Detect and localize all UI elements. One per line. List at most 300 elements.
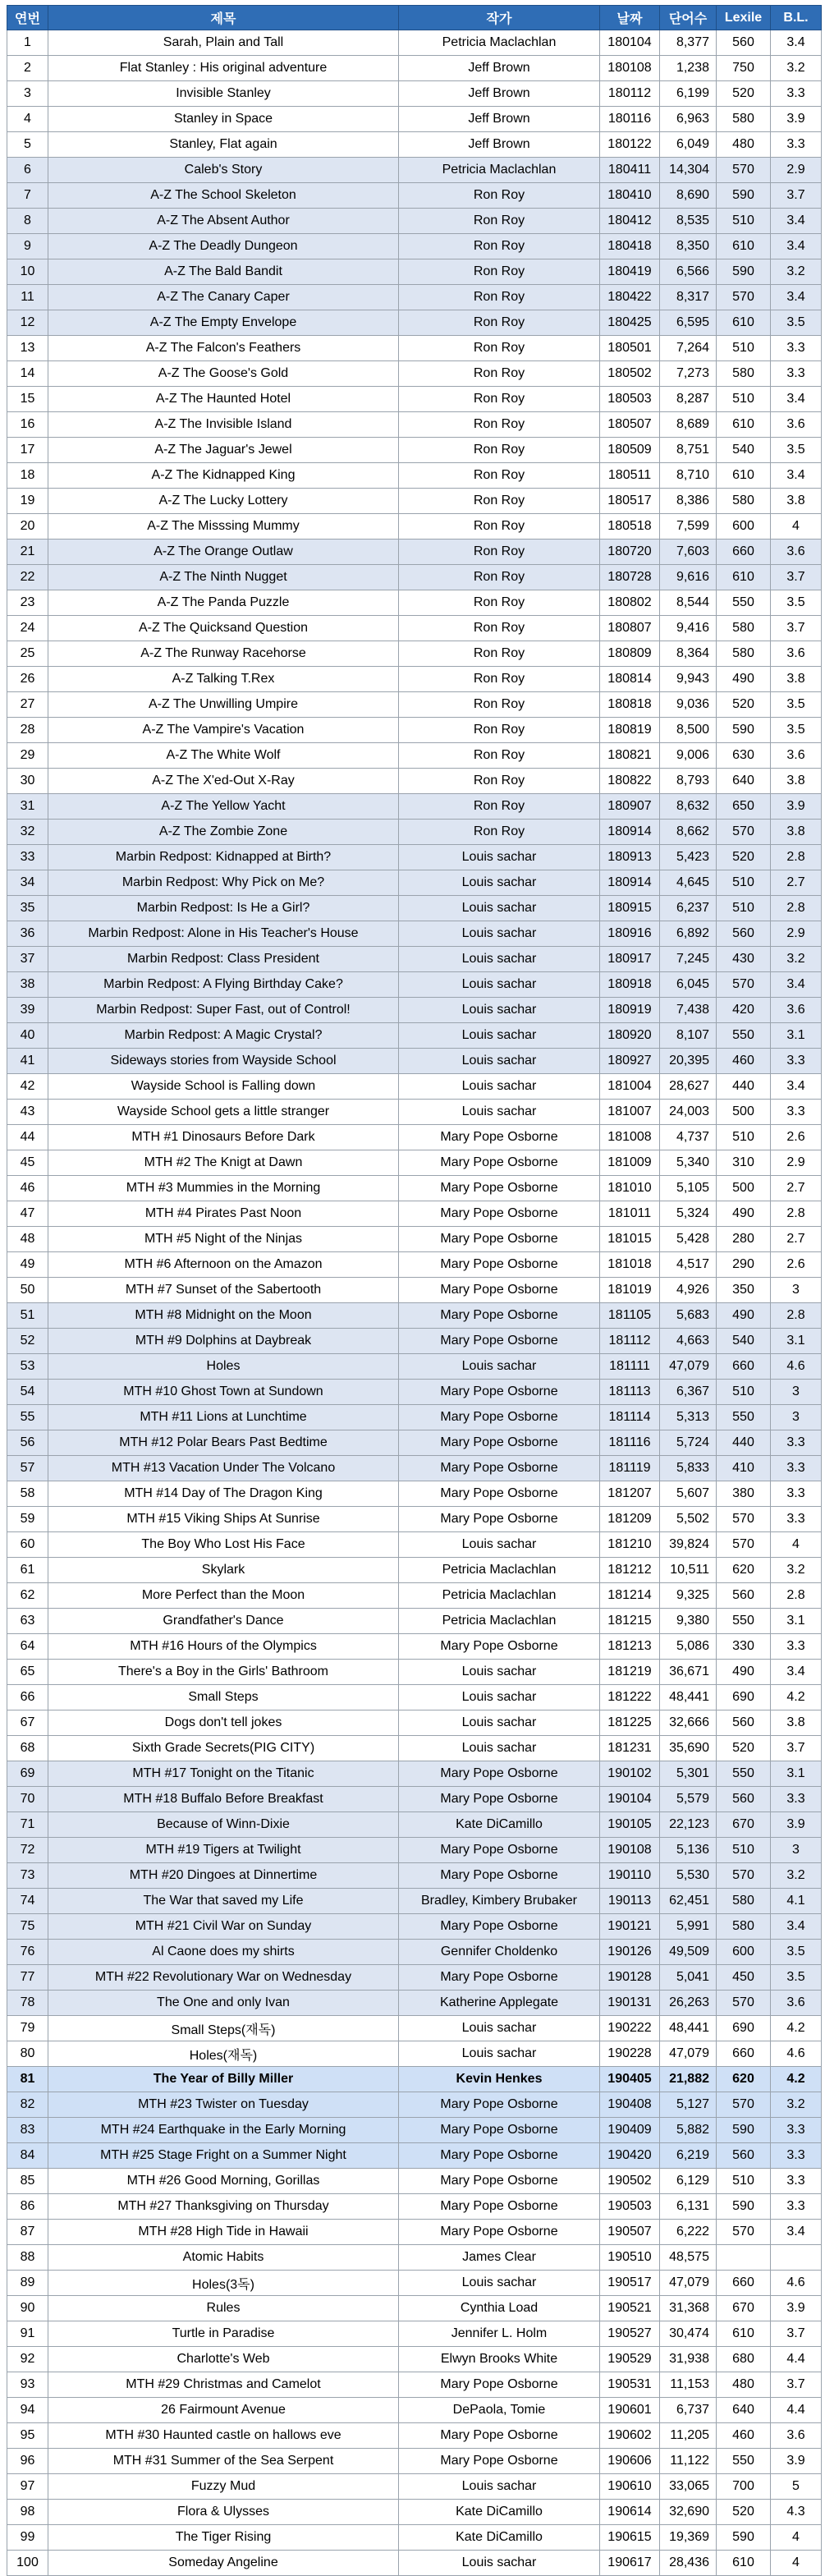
cell-title[interactable]: The One and only Ivan [48, 1991, 399, 2016]
cell-date[interactable]: 180518 [600, 514, 660, 540]
cell-index[interactable]: 33 [7, 845, 48, 870]
cell-index[interactable]: 42 [7, 1074, 48, 1100]
cell-book-level[interactable]: 3.9 [771, 794, 822, 820]
cell-date[interactable]: 190222 [600, 2016, 660, 2041]
table-row[interactable] [7, 2169, 822, 2194]
cell-date[interactable]: 190615 [600, 2525, 660, 2551]
cell-date[interactable]: 180919 [600, 998, 660, 1023]
cell-word-count[interactable]: 48,575 [660, 2245, 717, 2271]
cell-author[interactable]: Ron Roy [399, 438, 600, 463]
table-row[interactable] [7, 1761, 822, 1787]
cell-date[interactable]: 180821 [600, 743, 660, 769]
cell-lexile[interactable]: 580 [717, 1889, 771, 1914]
cell-word-count[interactable]: 11,205 [660, 2423, 717, 2449]
cell-date[interactable]: 181111 [600, 1354, 660, 1380]
cell-title[interactable]: Wayside School is Falling down [48, 1074, 399, 1100]
cell-lexile[interactable]: 490 [717, 1303, 771, 1329]
cell-book-level[interactable]: 3.3 [771, 2118, 822, 2143]
header-word-count[interactable]: 단어수 [660, 6, 717, 30]
cell-date[interactable]: 180502 [600, 361, 660, 387]
cell-index[interactable]: 67 [7, 1710, 48, 1736]
cell-title[interactable]: Flora & Ulysses [48, 2500, 399, 2525]
cell-index[interactable]: 32 [7, 820, 48, 845]
cell-index[interactable]: 4 [7, 107, 48, 132]
cell-index[interactable]: 20 [7, 514, 48, 540]
cell-title[interactable]: MTH #5 Night of the Ninjas [48, 1227, 399, 1252]
cell-word-count[interactable]: 28,436 [660, 2551, 717, 2576]
cell-date[interactable]: 181011 [600, 1201, 660, 1227]
cell-author[interactable]: Petricia Maclachlan [399, 1558, 600, 1583]
cell-date[interactable]: 180818 [600, 692, 660, 718]
table-row[interactable] [7, 1380, 822, 1405]
cell-title[interactable]: A-Z The Deadly Dungeon [48, 234, 399, 259]
cell-date[interactable]: 180720 [600, 540, 660, 565]
cell-book-level[interactable]: 2.9 [771, 158, 822, 183]
cell-index[interactable]: 84 [7, 2143, 48, 2169]
cell-author[interactable]: Ron Roy [399, 565, 600, 590]
cell-book-level[interactable]: 4 [771, 2525, 822, 2551]
cell-title[interactable]: Holes [48, 1354, 399, 1380]
cell-index[interactable]: 71 [7, 1812, 48, 1838]
cell-date[interactable]: 181114 [600, 1405, 660, 1430]
cell-word-count[interactable]: 5,041 [660, 1965, 717, 1991]
table-row[interactable] [7, 30, 822, 56]
cell-index[interactable]: 100 [7, 2551, 48, 2576]
cell-title[interactable]: Marbin Redpost: Kidnapped at Birth? [48, 845, 399, 870]
cell-lexile[interactable]: 510 [717, 1380, 771, 1405]
cell-lexile[interactable]: 310 [717, 1150, 771, 1176]
cell-book-level[interactable]: 3.4 [771, 209, 822, 234]
table-row[interactable] [7, 209, 822, 234]
cell-book-level[interactable]: 3.5 [771, 718, 822, 743]
cell-author[interactable]: Mary Pope Osborne [399, 1252, 600, 1278]
cell-title[interactable]: MTH #31 Summer of the Sea Serpent [48, 2449, 399, 2474]
cell-title[interactable]: The Year of Billy Miller [48, 2067, 399, 2092]
cell-title[interactable]: MTH #17 Tonight on the Titanic [48, 1761, 399, 1787]
cell-title[interactable]: MTH #23 Twister on Tuesday [48, 2092, 399, 2118]
cell-author[interactable]: Petricia Maclachlan [399, 158, 600, 183]
cell-title[interactable]: Wayside School gets a little stranger [48, 1100, 399, 1125]
cell-book-level[interactable]: 3.4 [771, 463, 822, 489]
cell-author[interactable]: Kate DiCamillo [399, 2500, 600, 2525]
table-row[interactable] [7, 590, 822, 616]
cell-word-count[interactable]: 4,517 [660, 1252, 717, 1278]
cell-date[interactable]: 190102 [600, 1761, 660, 1787]
cell-lexile[interactable]: 610 [717, 412, 771, 438]
cell-index[interactable]: 23 [7, 590, 48, 616]
cell-lexile[interactable]: 510 [717, 336, 771, 361]
cell-word-count[interactable]: 8,662 [660, 820, 717, 845]
cell-lexile[interactable]: 610 [717, 463, 771, 489]
cell-lexile[interactable]: 490 [717, 1201, 771, 1227]
cell-book-level[interactable]: 3.1 [771, 1329, 822, 1354]
cell-title[interactable]: MTH #15 Viking Ships At Sunrise [48, 1507, 399, 1532]
cell-book-level[interactable]: 2.8 [771, 896, 822, 921]
cell-title[interactable]: MTH #22 Revolutionary War on Wednesday [48, 1965, 399, 1991]
cell-book-level[interactable]: 2.8 [771, 1303, 822, 1329]
cell-word-count[interactable]: 5,127 [660, 2092, 717, 2118]
cell-index[interactable]: 78 [7, 1991, 48, 2016]
cell-word-count[interactable]: 1,238 [660, 56, 717, 81]
table-row[interactable] [7, 2220, 822, 2245]
cell-lexile[interactable]: 610 [717, 2551, 771, 2576]
table-row[interactable] [7, 794, 822, 820]
cell-title[interactable]: MTH #3 Mummies in the Morning [48, 1176, 399, 1201]
cell-author[interactable]: Mary Pope Osborne [399, 2372, 600, 2398]
table-row[interactable] [7, 1660, 822, 1685]
cell-date[interactable]: 180916 [600, 921, 660, 947]
cell-word-count[interactable]: 5,105 [660, 1176, 717, 1201]
cell-word-count[interactable]: 7,264 [660, 336, 717, 361]
cell-author[interactable]: Louis sachar [399, 1660, 600, 1685]
cell-word-count[interactable]: 7,599 [660, 514, 717, 540]
cell-date[interactable]: 180122 [600, 132, 660, 158]
cell-lexile[interactable]: 510 [717, 870, 771, 896]
cell-title[interactable]: A-Z Talking T.Rex [48, 667, 399, 692]
cell-author[interactable]: Kate DiCamillo [399, 1812, 600, 1838]
cell-book-level[interactable]: 4.4 [771, 2347, 822, 2372]
cell-lexile[interactable]: 550 [717, 2449, 771, 2474]
cell-lexile[interactable]: 670 [717, 2296, 771, 2321]
cell-index[interactable]: 85 [7, 2169, 48, 2194]
cell-index[interactable]: 66 [7, 1685, 48, 1710]
cell-book-level[interactable]: 3.7 [771, 2372, 822, 2398]
cell-author[interactable]: Bradley, Kimbery Brubaker [399, 1889, 600, 1914]
cell-date[interactable]: 181212 [600, 1558, 660, 1583]
cell-title[interactable]: A-Z The Jaguar's Jewel [48, 438, 399, 463]
table-row[interactable] [7, 1965, 822, 1991]
cell-book-level[interactable]: 2.9 [771, 1150, 822, 1176]
cell-lexile[interactable]: 560 [717, 1787, 771, 1812]
cell-lexile[interactable]: 540 [717, 1329, 771, 1354]
cell-index[interactable]: 36 [7, 921, 48, 947]
cell-author[interactable]: Jeff Brown [399, 56, 600, 81]
cell-lexile[interactable]: 510 [717, 1125, 771, 1150]
cell-book-level[interactable]: 3.5 [771, 692, 822, 718]
cell-author[interactable]: Louis sachar [399, 845, 600, 870]
header-index[interactable]: 연번 [7, 6, 48, 30]
table-row[interactable] [7, 438, 822, 463]
cell-author[interactable]: Louis sachar [399, 1685, 600, 1710]
cell-index[interactable]: 14 [7, 361, 48, 387]
table-row[interactable] [7, 1049, 822, 1074]
cell-word-count[interactable]: 48,441 [660, 1685, 717, 1710]
cell-author[interactable]: Ron Roy [399, 540, 600, 565]
cell-lexile[interactable]: 640 [717, 2398, 771, 2423]
cell-book-level[interactable]: 3.3 [771, 1100, 822, 1125]
cell-book-level[interactable]: 3 [771, 1278, 822, 1303]
cell-lexile[interactable]: 570 [717, 820, 771, 845]
cell-word-count[interactable]: 31,938 [660, 2347, 717, 2372]
table-row[interactable] [7, 387, 822, 412]
table-row[interactable] [7, 2449, 822, 2474]
cell-date[interactable]: 180411 [600, 158, 660, 183]
table-row[interactable] [7, 1303, 822, 1329]
cell-index[interactable]: 72 [7, 1838, 48, 1863]
cell-lexile[interactable]: 640 [717, 769, 771, 794]
cell-book-level[interactable]: 3.6 [771, 2423, 822, 2449]
cell-book-level[interactable]: 4 [771, 514, 822, 540]
cell-index[interactable]: 64 [7, 1634, 48, 1660]
cell-word-count[interactable]: 6,595 [660, 310, 717, 336]
cell-title[interactable]: Stanley, Flat again [48, 132, 399, 158]
cell-date[interactable]: 190121 [600, 1914, 660, 1940]
cell-word-count[interactable]: 9,325 [660, 1583, 717, 1609]
cell-book-level[interactable]: 2.7 [771, 870, 822, 896]
cell-book-level[interactable]: 4.3 [771, 2500, 822, 2525]
cell-lexile[interactable]: 510 [717, 1838, 771, 1863]
cell-author[interactable]: DePaola, Tomie [399, 2398, 600, 2423]
cell-index[interactable]: 57 [7, 1456, 48, 1481]
cell-lexile[interactable]: 680 [717, 2347, 771, 2372]
cell-author[interactable]: Louis sachar [399, 2016, 600, 2041]
cell-title[interactable]: A-Z The Quicksand Question [48, 616, 399, 641]
cell-author[interactable]: Ron Roy [399, 718, 600, 743]
cell-index[interactable]: 83 [7, 2118, 48, 2143]
cell-lexile[interactable]: 460 [717, 2423, 771, 2449]
cell-date[interactable]: 181018 [600, 1252, 660, 1278]
cell-index[interactable]: 97 [7, 2474, 48, 2500]
cell-author[interactable]: Mary Pope Osborne [399, 1176, 600, 1201]
table-row[interactable] [7, 1278, 822, 1303]
cell-title[interactable]: Rules [48, 2296, 399, 2321]
cell-date[interactable]: 180814 [600, 667, 660, 692]
cell-author[interactable]: Ron Roy [399, 489, 600, 514]
cell-author[interactable]: Mary Pope Osborne [399, 2449, 600, 2474]
cell-index[interactable]: 93 [7, 2372, 48, 2398]
cell-book-level[interactable]: 3.9 [771, 107, 822, 132]
cell-index[interactable]: 69 [7, 1761, 48, 1787]
cell-author[interactable]: Louis sachar [399, 921, 600, 947]
cell-title[interactable]: MTH #4 Pirates Past Noon [48, 1201, 399, 1227]
table-row[interactable] [7, 1914, 822, 1940]
cell-book-level[interactable]: 3.6 [771, 1991, 822, 2016]
cell-author[interactable]: Louis sachar [399, 947, 600, 972]
cell-title[interactable]: Marbin Redpost: Alone in His Teacher's House [48, 921, 399, 947]
cell-book-level[interactable]: 3.5 [771, 1940, 822, 1965]
table-row[interactable] [7, 183, 822, 209]
cell-author[interactable]: Elwyn Brooks White [399, 2347, 600, 2372]
cell-book-level[interactable]: 3.3 [771, 1634, 822, 1660]
header-date[interactable]: 날짜 [600, 6, 660, 30]
table-row[interactable] [7, 259, 822, 285]
cell-book-level[interactable]: 3.6 [771, 412, 822, 438]
cell-index[interactable]: 17 [7, 438, 48, 463]
cell-index[interactable]: 61 [7, 1558, 48, 1583]
cell-book-level[interactable]: 3.7 [771, 2321, 822, 2347]
cell-title[interactable]: Marbin Redpost: Is He a Girl? [48, 896, 399, 921]
cell-word-count[interactable]: 31,368 [660, 2296, 717, 2321]
cell-author[interactable]: Ron Roy [399, 361, 600, 387]
cell-word-count[interactable]: 6,963 [660, 107, 717, 132]
cell-index[interactable]: 11 [7, 285, 48, 310]
table-row[interactable] [7, 1991, 822, 2016]
table-row[interactable] [7, 1787, 822, 1812]
cell-lexile[interactable]: 590 [717, 2525, 771, 2551]
cell-date[interactable]: 190510 [600, 2245, 660, 2271]
cell-word-count[interactable]: 5,991 [660, 1914, 717, 1940]
cell-word-count[interactable]: 4,663 [660, 1329, 717, 1354]
cell-lexile[interactable]: 570 [717, 1991, 771, 2016]
cell-title[interactable]: Sarah, Plain and Tall [48, 30, 399, 56]
cell-author[interactable]: Mary Pope Osborne [399, 1787, 600, 1812]
cell-author[interactable]: Mary Pope Osborne [399, 1201, 600, 1227]
cell-word-count[interactable]: 47,079 [660, 1354, 717, 1380]
cell-word-count[interactable]: 7,245 [660, 947, 717, 972]
table-row[interactable] [7, 1634, 822, 1660]
table-row[interactable] [7, 616, 822, 641]
cell-book-level[interactable]: 3.3 [771, 81, 822, 107]
table-row[interactable] [7, 1405, 822, 1430]
cell-lexile[interactable]: 610 [717, 234, 771, 259]
cell-title[interactable]: 26 Fairmount Avenue [48, 2398, 399, 2423]
cell-lexile[interactable]: 380 [717, 1481, 771, 1507]
cell-date[interactable]: 181015 [600, 1227, 660, 1252]
cell-index[interactable]: 99 [7, 2525, 48, 2551]
cell-lexile[interactable]: 550 [717, 590, 771, 616]
cell-lexile[interactable]: 560 [717, 1710, 771, 1736]
cell-word-count[interactable]: 7,273 [660, 361, 717, 387]
cell-title[interactable]: Atomic Habits [48, 2245, 399, 2271]
cell-book-level[interactable]: 3.8 [771, 820, 822, 845]
cell-lexile[interactable]: 610 [717, 310, 771, 336]
cell-author[interactable]: Ron Roy [399, 514, 600, 540]
cell-word-count[interactable]: 6,199 [660, 81, 717, 107]
cell-title[interactable]: Grandfather's Dance [48, 1609, 399, 1634]
cell-index[interactable]: 70 [7, 1787, 48, 1812]
table-row[interactable] [7, 1430, 822, 1456]
cell-author[interactable]: Mary Pope Osborne [399, 1634, 600, 1660]
cell-lexile[interactable]: 350 [717, 1278, 771, 1303]
cell-word-count[interactable]: 6,129 [660, 2169, 717, 2194]
table-row[interactable] [7, 972, 822, 998]
cell-book-level[interactable]: 3 [771, 1380, 822, 1405]
table-row[interactable] [7, 107, 822, 132]
cell-title[interactable]: Stanley in Space [48, 107, 399, 132]
cell-word-count[interactable]: 11,153 [660, 2372, 717, 2398]
cell-lexile[interactable]: 450 [717, 1965, 771, 1991]
cell-index[interactable]: 92 [7, 2347, 48, 2372]
cell-word-count[interactable]: 6,045 [660, 972, 717, 998]
cell-date[interactable]: 180914 [600, 820, 660, 845]
cell-index[interactable]: 89 [7, 2271, 48, 2296]
cell-date[interactable]: 181112 [600, 1329, 660, 1354]
cell-author[interactable]: Mary Pope Osborne [399, 2169, 600, 2194]
cell-date[interactable]: 181119 [600, 1456, 660, 1481]
table-row[interactable] [7, 896, 822, 921]
table-row[interactable] [7, 2347, 822, 2372]
cell-word-count[interactable]: 8,710 [660, 463, 717, 489]
header-book-level[interactable]: B.L. [771, 6, 822, 30]
cell-word-count[interactable]: 5,579 [660, 1787, 717, 1812]
cell-author[interactable]: Ron Roy [399, 412, 600, 438]
table-row[interactable] [7, 1329, 822, 1354]
table-row[interactable] [7, 1125, 822, 1150]
cell-date[interactable]: 181209 [600, 1507, 660, 1532]
cell-title[interactable]: Small Steps(재독) [48, 2016, 399, 2041]
cell-book-level[interactable]: 3.7 [771, 183, 822, 209]
cell-book-level[interactable]: 3.3 [771, 132, 822, 158]
cell-lexile[interactable]: 570 [717, 1863, 771, 1889]
cell-author[interactable]: Jeff Brown [399, 132, 600, 158]
cell-title[interactable]: MTH #24 Earthquake in the Early Morning [48, 2118, 399, 2143]
cell-lexile[interactable]: 620 [717, 1558, 771, 1583]
cell-word-count[interactable]: 8,107 [660, 1023, 717, 1049]
cell-book-level[interactable]: 3.5 [771, 590, 822, 616]
cell-book-level[interactable]: 2.6 [771, 1252, 822, 1278]
cell-title[interactable]: A-Z The Vampire's Vacation [48, 718, 399, 743]
cell-title[interactable]: Al Caone does my shirts [48, 1940, 399, 1965]
cell-word-count[interactable]: 8,350 [660, 234, 717, 259]
cell-index[interactable]: 91 [7, 2321, 48, 2347]
cell-title[interactable]: MTH #27 Thanksgiving on Thursday [48, 2194, 399, 2220]
cell-lexile[interactable]: 690 [717, 2016, 771, 2041]
cell-author[interactable]: Louis sachar [399, 1354, 600, 1380]
table-row[interactable] [7, 1710, 822, 1736]
table-row[interactable] [7, 285, 822, 310]
cell-author[interactable]: Ron Roy [399, 743, 600, 769]
cell-book-level[interactable]: 3.4 [771, 1074, 822, 1100]
cell-word-count[interactable]: 5,313 [660, 1405, 717, 1430]
table-row[interactable] [7, 718, 822, 743]
cell-word-count[interactable]: 6,892 [660, 921, 717, 947]
cell-author[interactable]: Louis sachar [399, 870, 600, 896]
cell-lexile[interactable]: 570 [717, 2092, 771, 2118]
cell-index[interactable]: 48 [7, 1227, 48, 1252]
cell-index[interactable]: 56 [7, 1430, 48, 1456]
cell-index[interactable]: 87 [7, 2220, 48, 2245]
cell-book-level[interactable]: 3.1 [771, 1761, 822, 1787]
cell-lexile[interactable]: 580 [717, 1914, 771, 1940]
cell-title[interactable]: More Perfect than the Moon [48, 1583, 399, 1609]
cell-index[interactable]: 86 [7, 2194, 48, 2220]
cell-lexile[interactable]: 500 [717, 1176, 771, 1201]
cell-date[interactable]: 180913 [600, 845, 660, 870]
cell-book-level[interactable]: 3.4 [771, 30, 822, 56]
cell-index[interactable]: 98 [7, 2500, 48, 2525]
cell-index[interactable]: 54 [7, 1380, 48, 1405]
cell-author[interactable]: Ron Roy [399, 692, 600, 718]
cell-lexile[interactable]: 570 [717, 158, 771, 183]
table-row[interactable] [7, 1812, 822, 1838]
cell-word-count[interactable]: 22,123 [660, 1812, 717, 1838]
cell-title[interactable]: A-Z The Unwilling Umpire [48, 692, 399, 718]
table-row[interactable] [7, 769, 822, 794]
cell-book-level[interactable]: 3.4 [771, 387, 822, 412]
cell-author[interactable]: Katherine Applegate [399, 1991, 600, 2016]
cell-book-level[interactable]: 3.5 [771, 1965, 822, 1991]
cell-word-count[interactable]: 14,304 [660, 158, 717, 183]
cell-word-count[interactable]: 6,737 [660, 2398, 717, 2423]
cell-book-level[interactable]: 3.3 [771, 1481, 822, 1507]
cell-title[interactable]: Marbin Redpost: A Magic Crystal? [48, 1023, 399, 1049]
table-row[interactable] [7, 1940, 822, 1965]
cell-title[interactable]: MTH #9 Dolphins at Daybreak [48, 1329, 399, 1354]
cell-date[interactable]: 181219 [600, 1660, 660, 1685]
cell-author[interactable]: Louis sachar [399, 2551, 600, 2576]
cell-book-level[interactable]: 3.6 [771, 743, 822, 769]
cell-title[interactable]: Marbin Redpost: Super Fast, out of Control! [48, 998, 399, 1023]
cell-title[interactable]: Dogs don't tell jokes [48, 1710, 399, 1736]
cell-date[interactable]: 190517 [600, 2271, 660, 2296]
cell-book-level[interactable]: 3.3 [771, 1049, 822, 1074]
cell-author[interactable]: Louis sachar [399, 1049, 600, 1074]
cell-date[interactable]: 190606 [600, 2449, 660, 2474]
table-row[interactable] [7, 1609, 822, 1634]
cell-index[interactable]: 49 [7, 1252, 48, 1278]
cell-word-count[interactable]: 4,737 [660, 1125, 717, 1150]
cell-author[interactable]: Louis sachar [399, 1023, 600, 1049]
